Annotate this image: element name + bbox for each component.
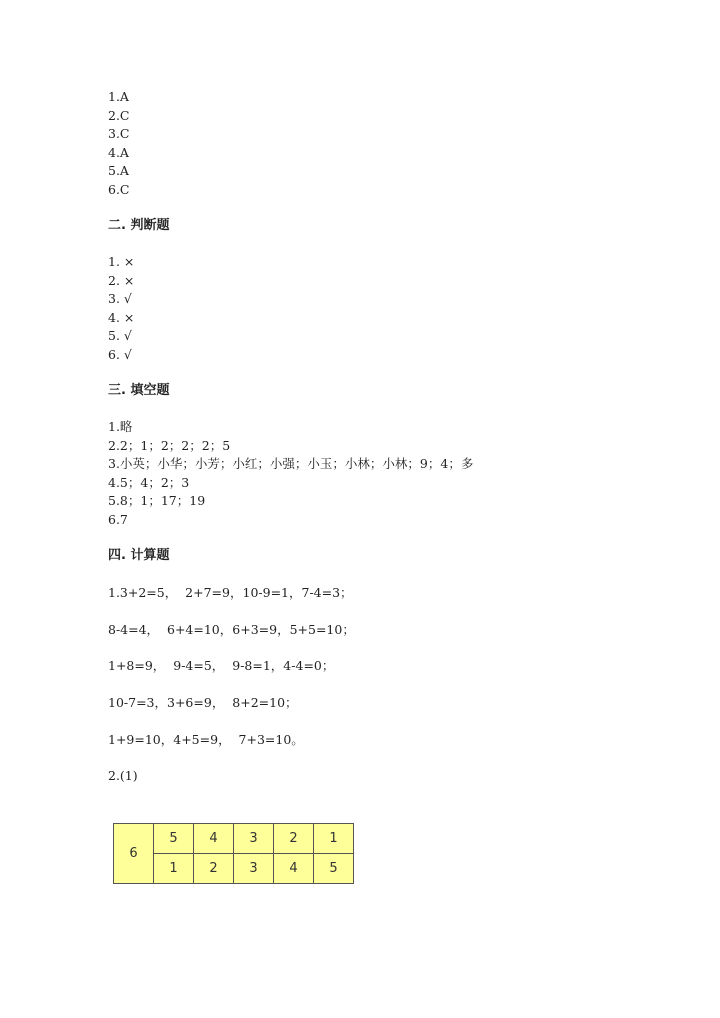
total-cell: 6 [114,824,154,884]
bottom-cell: 3 [234,854,274,884]
top-cell: 3 [234,824,274,854]
bottom-cell: 5 [314,854,354,884]
answer-line: 2. × [108,272,135,288]
answer-line: 3. √ [108,291,132,307]
bottom-cell: 2 [194,854,234,884]
answer-line: 4.A [108,144,129,160]
answer-line: 1.A [108,89,129,104]
section2-heading: 二. 判断题 [108,218,170,233]
answer-line: 3.小英；小华；小芳；小红；小强；小玉；小林；小林；9；4；多 [108,456,474,472]
section1-answers [108,88,130,200]
calc-line: 2.(1) [108,768,138,783]
section3-heading: 三. 填空题 [108,383,170,398]
section3-answers [108,418,473,530]
calc-line: 8-4=4， 6+4=10，6+3=9，5+5=10； [108,622,355,637]
answer-line: 4. × [108,309,135,325]
number-split-table [113,823,354,884]
top-cell: 5 [154,824,194,854]
calc-line: 1+9=10，4+5=9， 7+3=10。 [108,732,304,747]
answer-line: 1. × [108,254,135,269]
answer-line: 3.C [108,126,130,142]
answer-line: 2.2；1；2；2；2；5 [108,437,231,453]
answer-line: 2.C [108,107,130,123]
answer-line: 5.8；1；17；19 [108,493,206,509]
section2-answers [108,253,134,365]
bottom-cell: 4 [274,854,314,884]
calc-line: 1+8=9， 9-4=5， 9-8=1，4-4=0； [108,658,335,673]
top-cell: 4 [194,824,234,854]
calc-line: 10-7=3，3+6=9， 8+2=10； [108,695,298,710]
answer-line: 4.5；4；2；3 [108,474,190,490]
answer-line: 5.A [108,163,129,179]
top-cell: 2 [274,824,314,854]
answer-line: 6.C [108,181,130,197]
bottom-cell: 1 [154,854,194,884]
top-cell: 1 [314,824,354,854]
section4-heading: 四. 计算题 [108,548,170,563]
answer-line: 5. √ [108,328,132,344]
answer-line: 1.略 [108,419,133,434]
calc-line: 1.3+2=5， 2+7=9，10-9=1，7-4=3； [108,585,353,600]
answer-line: 6. √ [108,346,132,362]
answer-line: 6.7 [108,511,128,527]
